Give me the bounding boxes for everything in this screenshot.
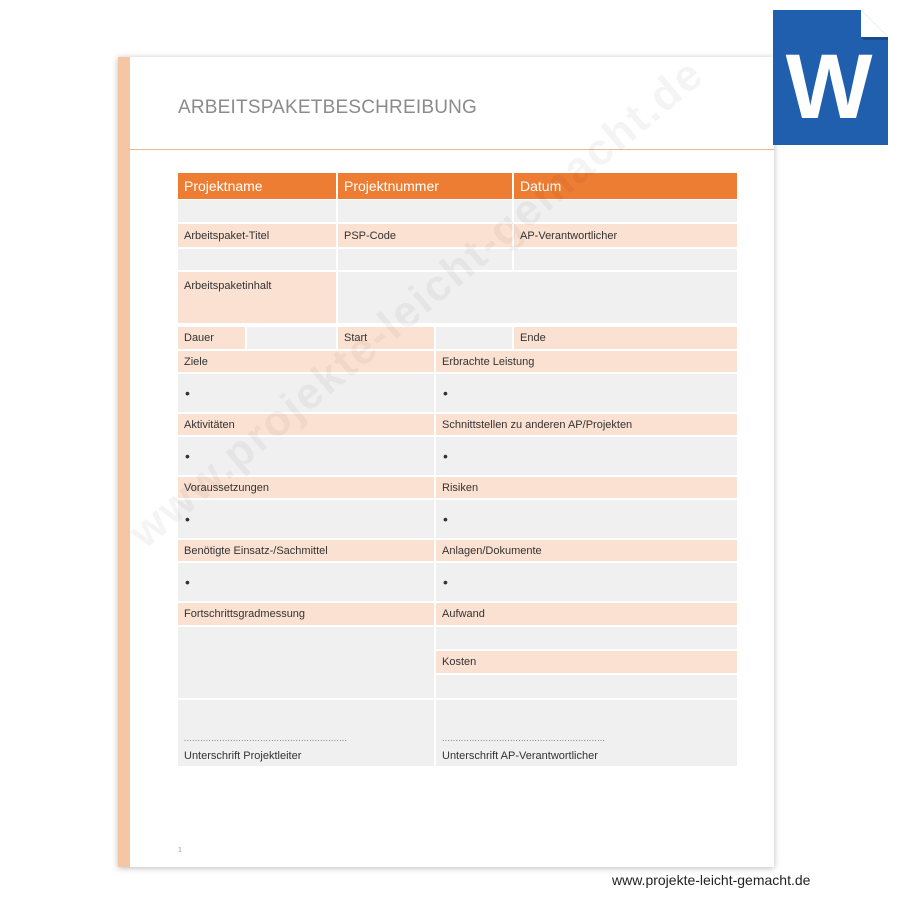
header-project-number: Projektnummer <box>338 173 512 199</box>
prerequisites-label: Voraussetzungen <box>178 477 434 498</box>
costs-field[interactable] <box>436 675 737 698</box>
header-date: Datum <box>514 173 737 199</box>
deliverables-field[interactable]: • <box>436 374 737 412</box>
goals-label: Ziele <box>178 351 434 372</box>
signature-pm-line: ............................................................ <box>184 734 348 743</box>
ap-content-label: Arbeitspaketinhalt <box>178 272 336 323</box>
prerequisites-label-row <box>178 476 737 499</box>
signature-ap-box[interactable] <box>436 700 737 766</box>
duration-label: Dauer <box>178 327 245 349</box>
signature-row <box>178 698 737 766</box>
start-label: Start <box>338 327 434 349</box>
resources-label-row <box>178 539 737 562</box>
word-icon-letter: W <box>785 36 873 138</box>
header-values-row <box>178 199 737 223</box>
deliverables-label: Erbrachte Leistung <box>436 351 737 372</box>
word-document-icon <box>773 10 888 145</box>
goals-label-row <box>178 350 737 373</box>
project-name-field[interactable] <box>178 200 336 222</box>
prerequisites-field[interactable]: • <box>178 500 434 538</box>
start-field[interactable] <box>436 327 512 349</box>
signature-pm-label: Unterschrift Projektleiter <box>184 750 302 762</box>
effort-field[interactable] <box>436 627 737 649</box>
ap-responsible-field[interactable] <box>514 249 737 270</box>
word-icon-fold <box>861 10 888 37</box>
interfaces-field[interactable]: • <box>436 437 737 475</box>
progress-block <box>178 602 737 698</box>
signature-ap-label: Unterschrift AP-Verantwortlicher <box>442 750 598 762</box>
page-number: 1 <box>178 847 182 854</box>
effort-label: Aufwand <box>436 603 737 625</box>
header-project-name: Projektname <box>178 173 336 199</box>
ap-title-label: Arbeitspaket-Titel <box>178 224 336 247</box>
signature-pm-box[interactable] <box>178 700 434 766</box>
interfaces-label: Schnittstellen zu anderen AP/Projekten <box>436 414 737 435</box>
page-side-bar <box>118 57 130 867</box>
attachments-field[interactable]: • <box>436 563 737 601</box>
costs-label: Kosten <box>436 651 737 673</box>
risks-field[interactable]: • <box>436 500 737 538</box>
progress-label: Fortschrittsgradmessung <box>178 603 434 625</box>
duration-field[interactable] <box>247 327 336 349</box>
psp-code-label: PSP-Code <box>338 224 512 247</box>
resources-value-row <box>178 562 737 602</box>
signature-ap-line: ............................................................ <box>442 734 606 743</box>
ap-title-field[interactable] <box>178 249 336 270</box>
attachments-label: Anlagen/Dokumente <box>436 540 737 561</box>
form-header-row <box>178 173 737 199</box>
progress-field[interactable] <box>178 627 434 698</box>
document-title: ARBEITSPAKETBESCHREIBUNG <box>178 97 478 118</box>
end-label: Ende <box>514 327 737 349</box>
activities-label: Aktivitäten <box>178 414 434 435</box>
goals-field[interactable]: • <box>178 374 434 412</box>
ap-responsible-label: AP-Verantwortlicher <box>514 224 737 247</box>
title-divider <box>130 149 774 150</box>
resources-field[interactable]: • <box>178 563 434 601</box>
schedule-row <box>178 326 737 350</box>
prerequisites-value-row <box>178 499 737 539</box>
resources-label: Benötigte Einsatz-/Sachmittel <box>178 540 434 561</box>
footer-url[interactable]: www.projekte-leicht-gemacht.de <box>612 872 811 888</box>
activities-field[interactable]: • <box>178 437 434 475</box>
risks-label: Risiken <box>436 477 737 498</box>
